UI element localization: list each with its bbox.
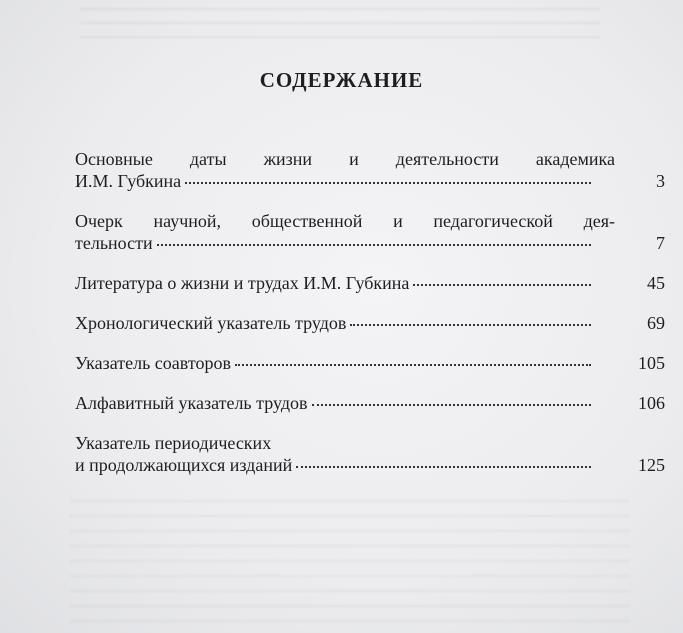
page-title: СОДЕРЖАНИЕ: [259, 68, 424, 92]
toc-entry: [75, 392, 665, 414]
toc-entry-text: И.М. Губкина: [75, 171, 182, 191]
toc-entry-text: тельности: [75, 233, 153, 253]
toc-page-number: 125: [638, 455, 665, 475]
toc-entry: [75, 210, 665, 254]
toc-leader-dots: [413, 283, 591, 286]
toc-leader-dots: [312, 403, 591, 406]
toc-entry: [75, 312, 665, 334]
toc-page-number: 105: [638, 353, 665, 373]
toc-entry-text-line1: Очерк научной, общественной и педагогической дея-: [75, 211, 615, 231]
toc-entry-text-line1: Указатель периодических: [75, 433, 272, 453]
toc-entry-text: и продолжающихся изданий: [75, 455, 293, 475]
toc-entry: [75, 272, 665, 294]
show-through-text-bottom: [70, 500, 630, 625]
toc-leader-dots: [296, 465, 591, 468]
toc-entry-text: Литература о жизни и трудах И.М. Губкина: [75, 273, 410, 293]
table-of-contents: [75, 148, 665, 494]
toc-page-number: 7: [656, 233, 665, 253]
toc-entry: [75, 352, 665, 374]
toc-entry-text: Алфавитный указатель трудов: [75, 393, 308, 413]
toc-page-number: 69: [647, 313, 665, 333]
toc-leader-dots: [350, 323, 591, 326]
toc-entry: [75, 148, 665, 192]
toc-entry-text: Указатель соавторов: [75, 353, 231, 373]
show-through-text-top: [80, 8, 600, 48]
toc-page-number: 3: [656, 171, 665, 191]
toc-page-number: 106: [638, 393, 665, 413]
toc-entry-text-line1: Основные даты жизни и деятельности академика: [75, 149, 615, 169]
toc-page-number: 45: [647, 273, 665, 293]
toc-entry: [75, 432, 665, 476]
toc-leader-dots: [185, 181, 591, 184]
toc-leader-dots: [235, 363, 591, 366]
toc-entry-text: Хронологический указатель трудов: [75, 313, 347, 333]
toc-leader-dots: [157, 243, 591, 246]
